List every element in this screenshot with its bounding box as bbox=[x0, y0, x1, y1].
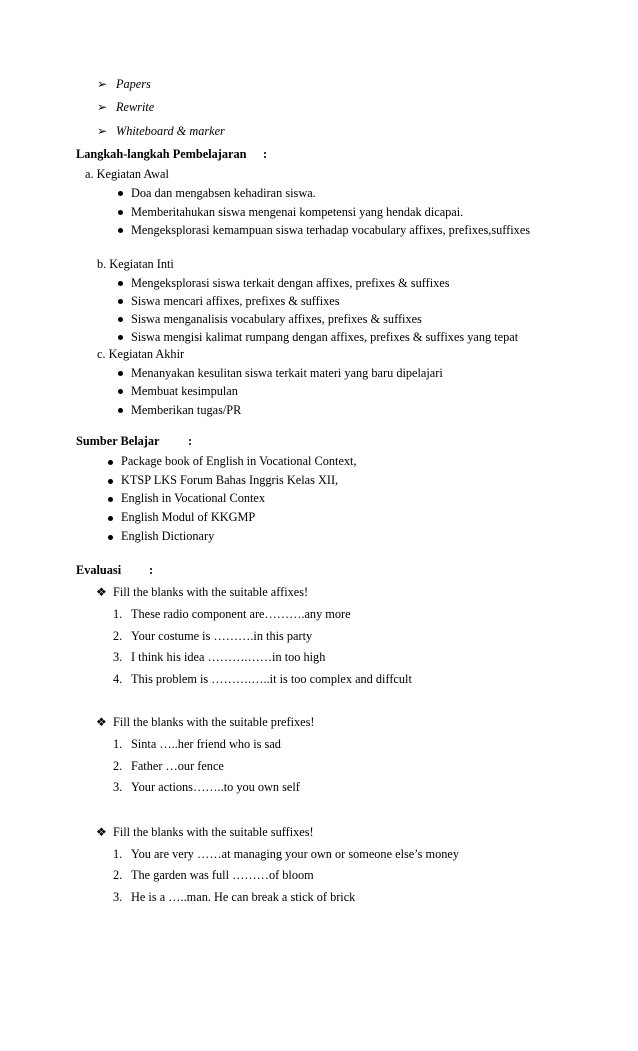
question-text: You are very ……at managing your own or someone else’s money bbox=[131, 847, 459, 861]
list-item: Memberitahukan siswa mengenai kompetensi yang hendak dicapai. bbox=[131, 205, 464, 219]
heading-colon: : bbox=[149, 563, 154, 577]
diamond-bullet-icon: ❖ bbox=[96, 585, 107, 599]
section-heading-langkah: Langkah-langkah Pembelajaran bbox=[76, 147, 247, 161]
kegiatan-awal-label: a. Kegiatan Awal bbox=[85, 167, 169, 181]
question-number: 1. bbox=[113, 847, 123, 861]
question-text: Sinta …..her friend who is sad bbox=[131, 737, 281, 751]
list-item: Menanyakan kesulitan siswa terkait materi yang baru dipelajari bbox=[131, 366, 443, 380]
bullet-dot-icon bbox=[108, 479, 113, 484]
bullet-dot-icon bbox=[108, 516, 113, 521]
bullet-dot-icon bbox=[118, 228, 123, 233]
bullet-dot-icon bbox=[118, 389, 123, 394]
question-number: 1. bbox=[113, 737, 123, 751]
list-item: Mengeksplorasi siswa terkait dengan affixes, prefixes & suffixes bbox=[131, 276, 450, 290]
question-number: 3. bbox=[113, 650, 123, 664]
list-item: Siswa menganalisis vocabulary affixes, prefixes & suffixes bbox=[131, 312, 422, 326]
exercise-title: Fill the blanks with the suitable affixes! bbox=[113, 585, 309, 599]
question-number: 2. bbox=[113, 759, 123, 773]
kegiatan-inti-label: b. Kegiatan Inti bbox=[97, 257, 174, 271]
diamond-bullet-icon: ❖ bbox=[96, 825, 107, 839]
question-text: These radio component are……….any more bbox=[131, 607, 351, 621]
question-number: 3. bbox=[113, 780, 123, 794]
question-text: Father …our fence bbox=[131, 759, 224, 773]
question-text: Your costume is ……….in this party bbox=[131, 629, 313, 643]
list-item: Memberikan tugas/PR bbox=[131, 403, 242, 417]
arrow-bullet-icon: ➢ bbox=[97, 100, 108, 114]
question-number: 3. bbox=[113, 890, 123, 904]
bullet-dot-icon bbox=[108, 460, 113, 465]
section-heading-sumber: Sumber Belajar bbox=[76, 434, 160, 448]
question-text: I think his idea ……….……in too high bbox=[131, 650, 326, 664]
bullet-dot-icon bbox=[118, 299, 123, 304]
kegiatan-akhir-label: c. Kegiatan Akhir bbox=[97, 347, 185, 361]
question-text: He is a …..man. He can break a stick of brick bbox=[131, 890, 356, 904]
question-text: The garden was full ………of bloom bbox=[131, 868, 314, 882]
arrow-bullet-icon: ➢ bbox=[97, 77, 108, 91]
list-item: Package book of English in Vocational Context, bbox=[121, 454, 357, 468]
bullet-dot-icon bbox=[118, 317, 123, 322]
question-text: Your actions……..to you own self bbox=[131, 780, 300, 794]
bullet-dot-icon bbox=[118, 335, 123, 340]
list-item: English Modul of KKGMP bbox=[121, 510, 256, 524]
question-number: 1. bbox=[113, 607, 123, 621]
list-item: Siswa mencari affixes, prefixes & suffixes bbox=[131, 294, 340, 308]
question-number: 2. bbox=[113, 868, 123, 882]
list-item: KTSP LKS Forum Bahas Inggris Kelas XII, bbox=[121, 473, 339, 487]
material-item: Whiteboard & marker bbox=[116, 124, 225, 138]
bullet-dot-icon bbox=[108, 497, 113, 502]
question-number: 2. bbox=[113, 629, 123, 643]
exercise-title: Fill the blanks with the suitable suffixes! bbox=[113, 825, 314, 839]
heading-colon: : bbox=[188, 434, 193, 448]
question-number: 4. bbox=[113, 672, 123, 686]
bullet-dot-icon bbox=[108, 535, 113, 540]
bullet-dot-icon bbox=[118, 210, 123, 215]
heading-colon: : bbox=[263, 147, 268, 161]
exercise-title: Fill the blanks with the suitable prefixes! bbox=[113, 715, 315, 729]
diamond-bullet-icon: ❖ bbox=[96, 715, 107, 729]
list-item: English Dictionary bbox=[121, 529, 215, 543]
arrow-bullet-icon: ➢ bbox=[97, 124, 108, 138]
bullet-dot-icon bbox=[118, 408, 123, 413]
bullet-dot-icon bbox=[118, 371, 123, 376]
question-text: This problem is ……….…..it is too complex and diffcult bbox=[131, 672, 412, 686]
list-item: Doa dan mengabsen kehadiran siswa. bbox=[131, 186, 316, 200]
list-item: English in Vocational Contex bbox=[121, 491, 266, 505]
material-item: Papers bbox=[116, 77, 151, 91]
list-item: Siswa mengisi kalimat rumpang dengan affixes, prefixes & suffixes yang tepat bbox=[131, 330, 519, 344]
list-item: Mengeksplorasi kemampuan siswa terhadap vocabulary affixes, prefixes,suffixes bbox=[131, 223, 531, 237]
list-item: Membuat kesimpulan bbox=[131, 384, 238, 398]
bullet-dot-icon bbox=[118, 191, 123, 196]
material-item: Rewrite bbox=[116, 100, 155, 114]
bullet-dot-icon bbox=[118, 281, 123, 286]
section-heading-evaluasi: Evaluasi bbox=[76, 563, 122, 577]
